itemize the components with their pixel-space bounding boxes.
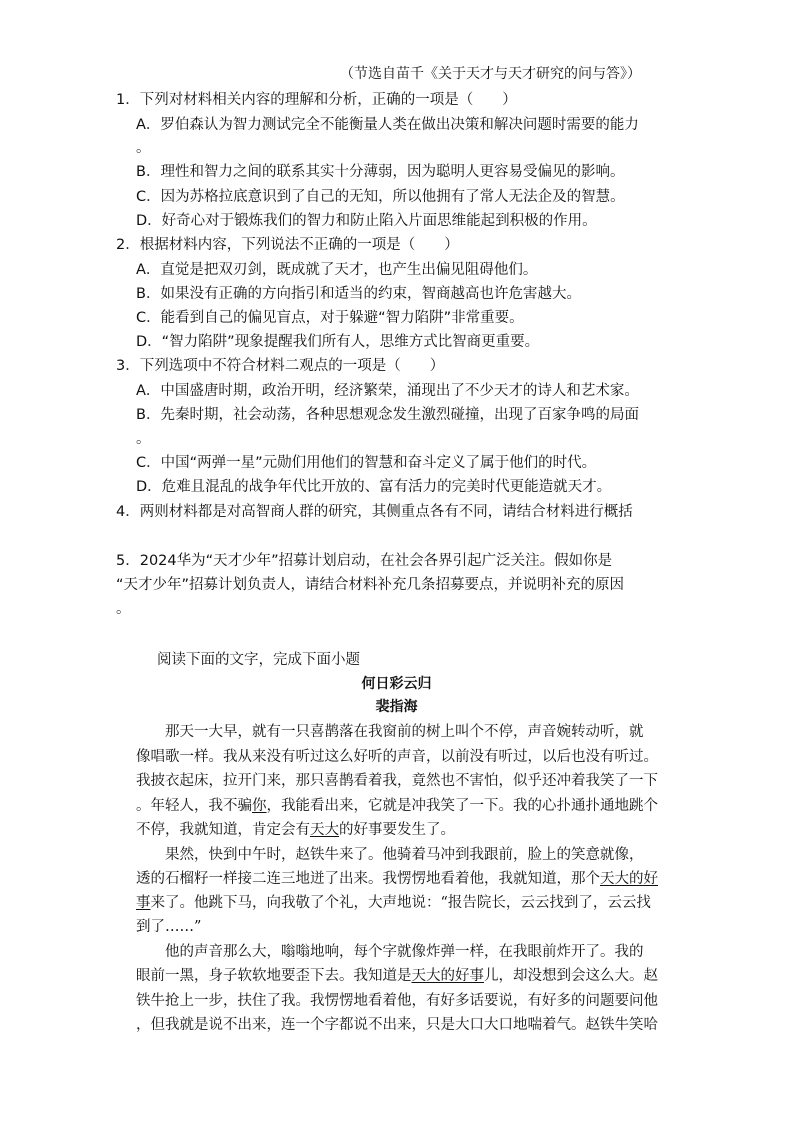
- question-4-stem: 4．两则材料都是对高智商人群的研究，其侧重点各有不同，请结合材料进行概括: [116, 504, 633, 520]
- question-3-stem: 3．下列选项中不符合材料二观点的一项是（ ）: [116, 358, 445, 374]
- story-author: 裴指海: [375, 699, 418, 715]
- story-line-6: 果然，快到中午时，赵铁牛来了。他骑着马冲到我跟前，脸上的笑意就像，: [136, 847, 644, 863]
- question-1-stem: 1．下列对材料相关内容的理解和分析，正确的一项是（ ）: [116, 92, 517, 108]
- reading-instruction: 阅读下面的文字，完成下面小题: [157, 652, 360, 668]
- story-line-1: 那天一大早，就有一只喜鹊落在我窗前的树上叫个不停，声音婉转动听，就: [136, 724, 644, 740]
- question-5-cont-1: “天才少年”招募计划负责人，请结合材料补充几条招募要点，并说明补充的原因: [116, 577, 625, 593]
- story-line-9: 到了……”: [136, 919, 202, 935]
- question-1-option-d: D．好奇心对于锻炼我们的智力和防止陷入片面思维能起到积极的作用。: [136, 213, 597, 229]
- source-note: （节选自苗千《关于天才与天才研究的问与答》）: [340, 66, 641, 82]
- story-line-12: 铁牛抢上一步，扶住了我。我愣愣地看着他，有好多话要说，有好多的问题要问他: [136, 993, 658, 1009]
- story-line-10: 他的声音那么大，嗡嗡地响，每个字就像炸弹一样，在我眼前炸开了。我的: [136, 944, 644, 960]
- question-3-option-a: A．中国盛唐时期，政治开明，经济繁荣，涌现出了不少天才的诗人和艺术家。: [136, 383, 639, 399]
- story-line-3: 我披衣起床，拉开门来，那只喜鹊看着我，竟然也不害怕，似乎还冲着我笑了一下: [136, 773, 658, 789]
- question-3-option-d: D．危难且混乱的战争年代比开放的、富有活力的完美时代更能造就天才。: [136, 479, 612, 495]
- story-line-2: 像唱歌一样。我从来没有听过这么好听的声音，以前没有听过，以后也没有听过。: [136, 749, 658, 765]
- question-3-option-b-cont: 。: [136, 431, 151, 447]
- question-5-cont-2: 。: [116, 601, 131, 617]
- story-title: 何日彩云归: [361, 676, 432, 692]
- question-2-option-d: D．“智力陷阱”现象提醒我们所有人，思维方式比智商更重要。: [136, 334, 540, 350]
- question-2-option-a: A．直觉是把双刃剑，既成就了天才，也产生出偏见阻碍他们。: [136, 262, 538, 278]
- question-5-stem: 5．2024华为“天才少年”招募计划启动，在社会各界引起广泛关注。假如你是: [116, 553, 613, 569]
- question-2-stem: 2．根据材料内容，下列说法不正确的一项是（ ）: [116, 237, 459, 253]
- question-1-option-a-cont: 。: [136, 140, 151, 156]
- question-2-option-b: B．如果没有正确的方向指引和适当的约束，智商越高也许危害越大。: [136, 286, 581, 302]
- story-line-11: 眼前一黑，身子软软地要歪下去。我知道是天大的好事儿，却没想到会这么大。赵: [136, 968, 658, 984]
- question-3-option-c: C．中国“两弹一星”元勋们用他们的智慧和奋斗定义了属于他们的时代。: [136, 455, 597, 471]
- question-2-option-c: C．能看到自己的偏见盲点，对于躲避“智力陷阱”非常重要。: [136, 310, 524, 326]
- story-line-4: 。年轻人，我不骗你，我能看出来，它就是冲我笑了一下。我的心扑通扑通地跳个: [136, 798, 658, 814]
- question-1-option-c: C．因为苏格拉底意识到了自己的无知，所以他拥有了常人无法企及的智慧。: [136, 189, 625, 205]
- question-3-option-b: B．先秦时期，社会动荡，各种思想观念发生激烈碰撞，出现了百家争鸣的局面: [136, 407, 639, 423]
- question-1-option-a: A．罗伯森认为智力测试完全不能衡量人类在做出决策和解决问题时需要的能力: [136, 117, 639, 133]
- story-line-7: 透的石榴籽一样接二连三地迸了出来。我愣愣地看着他，我就知道，那个天大的好: [136, 871, 658, 887]
- story-line-8: 事来了。他跳下马，向我敬了个礼，大声地说：“报告院长，云云找到了，云云找: [136, 895, 651, 911]
- story-line-5: 不停，我就知道，肯定会有天大的好事要发生了。: [136, 822, 455, 838]
- question-1-option-b: B．理性和智力之间的联系其实十分薄弱，因为聪明人更容易受偏见的影响。: [136, 164, 625, 180]
- story-line-13: ，但我就是说不出来，连一个字都说不出来，只是大口大口地喘着气。赵铁牛笑哈: [136, 1017, 658, 1033]
